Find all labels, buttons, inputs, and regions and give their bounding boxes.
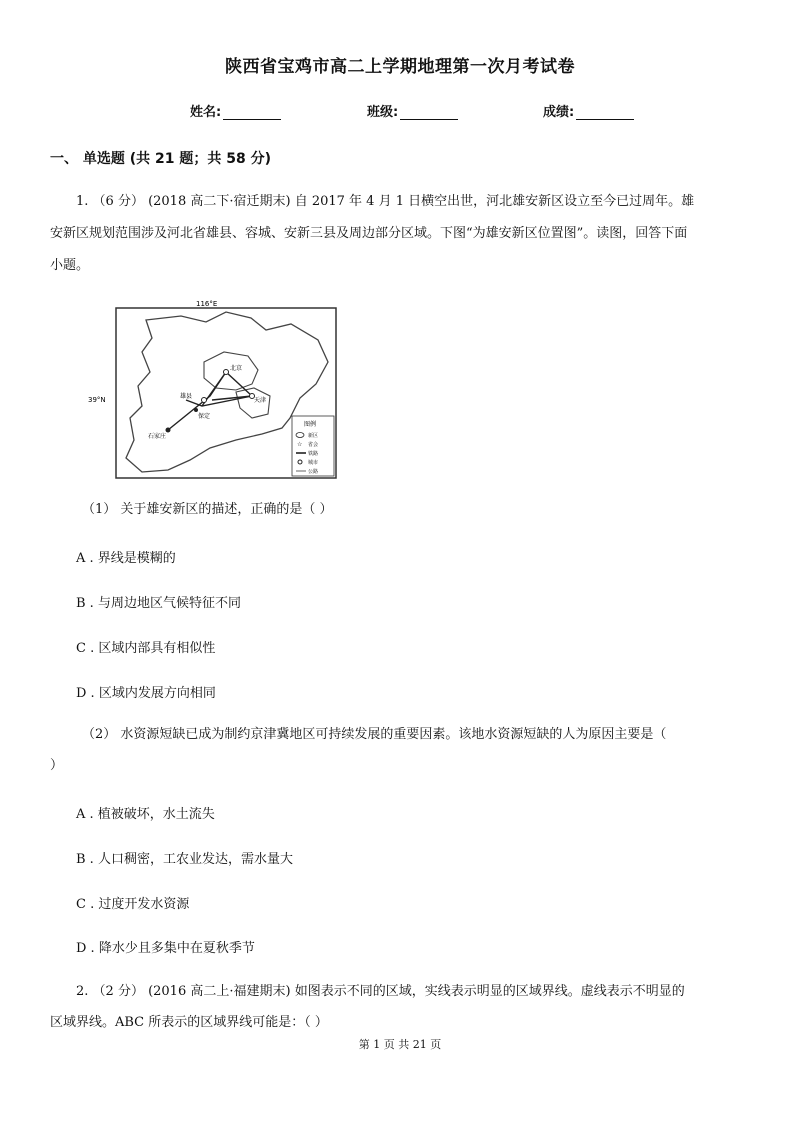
latitude-label: 39°N <box>88 396 106 404</box>
q1-sub2-option-a[interactable]: A . 植被破坏，水土流失 <box>76 807 215 822</box>
score-label: 成绩: <box>543 105 575 120</box>
legend-chengshi: 城市 <box>308 460 319 466</box>
xiongxian-marker <box>202 398 207 403</box>
longitude-label: 116°E <box>196 300 218 308</box>
score-field <box>543 101 634 120</box>
class-blank <box>400 105 458 120</box>
q2-line2: 区域界线。ABC 所表示的区域界线可能是：（ ） <box>50 1015 328 1030</box>
city-label-shijiazhuang: 石家庄 <box>148 433 167 440</box>
score-blank <box>576 105 634 120</box>
q1-sub1-stem: （1） 关于雄安新区的描述，正确的是（ ） <box>82 502 333 517</box>
q1-sub1-option-b[interactable]: B . 与周边地区气候特征不同 <box>76 596 241 611</box>
name-field <box>190 101 281 120</box>
q1-sub1-option-c[interactable]: C . 区域内部具有相似性 <box>76 641 216 656</box>
page-footer: 第 1 页 共 21 页 <box>358 1038 442 1051</box>
q1-sub2-option-c[interactable]: C . 过度开发水资源 <box>76 897 190 912</box>
q2-line1: 2. （2 分） (2016 高二上·福建期末) 如图表示不同的区域，实线表示明显的区域界线。虚线表示不明显的 <box>76 984 685 999</box>
class-label: 班级: <box>367 105 399 120</box>
q1-sub2-option-d[interactable]: D . 降水少且多集中在夏秋季节 <box>76 941 255 956</box>
section-heading: 一、 单选题 (共 21 题；共 58 分) <box>50 151 272 167</box>
legend-gonglu: 公路 <box>308 469 319 475</box>
city-label-tianjin: 天津 <box>254 397 267 404</box>
legend-city-symbol <box>298 460 302 464</box>
name-label: 姓名: <box>190 105 222 120</box>
q1-sub2-stem-end: ） <box>50 758 64 773</box>
shijiazhuang-marker <box>166 428 171 433</box>
q1-sub1-option-a[interactable]: A . 界线是模糊的 <box>76 551 176 566</box>
baoding-marker <box>194 408 198 412</box>
class-field <box>367 101 458 120</box>
legend-tielu: 铁路 <box>308 451 319 457</box>
name-blank <box>223 105 281 120</box>
beijing-marker <box>224 370 229 375</box>
q1-sub2-stem: （2） 水资源短缺已成为制约京津冀地区可持续发展的重要因素。该地水资源短缺的人为原因主要是（ <box>82 727 667 742</box>
star-icon: ☆ <box>297 441 303 448</box>
legend-shenghui: 省会 <box>308 442 319 448</box>
q1-line3: 小题。 <box>50 258 90 273</box>
q1-line2: 安新区规划范围涉及河北省雄县、容城、安新三县及周边部分区域。下图“为雄安新区位置图”。读图，回答下面 <box>50 226 688 241</box>
q1-line1: 1. （6 分） (2018 高二下·宿迁期末) 自 2017 年 4 月 1 日横空出世，河北雄安新区设立至今已过周年。雄 <box>76 194 695 209</box>
legend-xinqu: 新区 <box>308 433 319 439</box>
city-label-beijing: 北京 <box>230 365 243 372</box>
page-title: 陕西省宝鸡市高二上学期地理第一次月考试卷 <box>225 57 575 77</box>
q1-sub2-option-b[interactable]: B . 人口稠密，工农业发达，需水量大 <box>76 852 293 867</box>
city-label-baoding: 保定 <box>198 413 211 420</box>
city-label-xiongxian: 雄县 <box>180 393 193 400</box>
legend-title: 图例 <box>304 421 317 428</box>
q1-sub1-option-d[interactable]: D . 区域内发展方向相同 <box>76 686 216 701</box>
xiongan-location-map <box>86 300 348 482</box>
